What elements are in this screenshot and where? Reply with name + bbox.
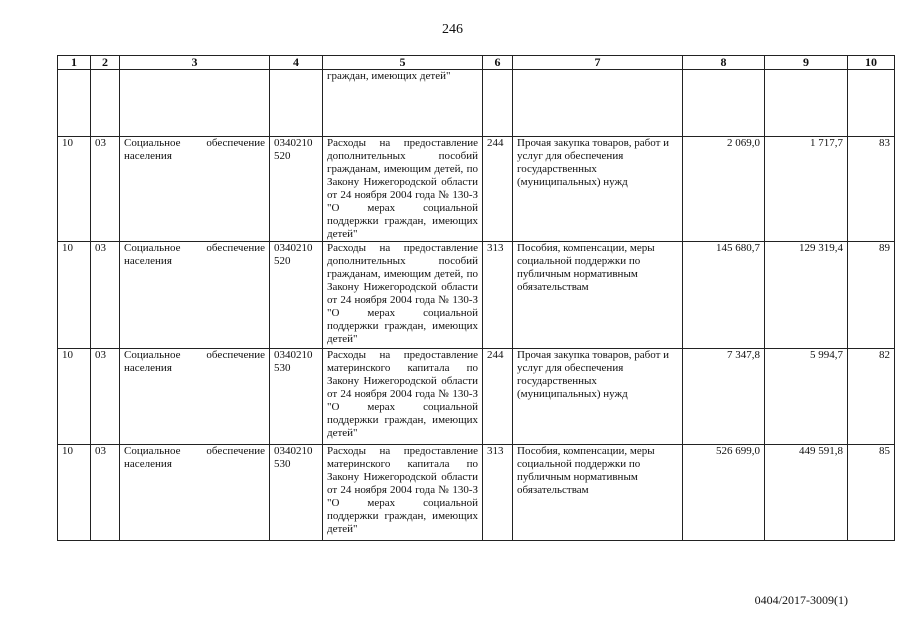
table-row [58,242,895,349]
cell-expense-type: 313 [483,445,513,541]
cell-subsection: 03 [91,242,120,349]
cell-expense-name: Прочая закупка товаров, работ и услуг для обеспечения государственных (муниципальных) нужд [513,137,683,242]
budget-table [57,55,895,541]
cell-expense-name: Пособия, компенсации, меры социальной поддержки по публичным нормативным обязательствам [513,242,683,349]
header-cell-9: 9 [765,56,848,70]
cell-section [58,70,91,137]
cell-section: 10 [58,242,91,349]
cell-expense-type: 244 [483,137,513,242]
cell-article-name: Расходы на предоставление материнского капитала по Закону Нижегородской области от 24 ноября 2004 года № 130-З "О мерах социальной поддержки граждан, имеющих детей" [323,349,483,445]
cell-section-name: Социальное обеспечение населения [120,349,270,445]
cell-subsection: 03 [91,445,120,541]
cell-percent [848,70,895,137]
cell-subsection [91,70,120,137]
document-code: 0404/2017-3009(1) [754,593,848,607]
cell-expense-type: 244 [483,349,513,445]
cell-article-name: Расходы на предоставление дополнительных пособий гражданам, имеющим детей, по Закону Нижегородской области от 24 ноября 2004 года № 130-З "О мерах социальной поддержки граждан, имеющих детей" [323,242,483,349]
continuation-row [58,70,895,137]
cell-expense-name [513,70,683,137]
cell-article-name: Расходы на предоставление дополнительных пособий гражданам, имеющим детей, по Закону Нижегородской области от 24 ноября 2004 года № 130-З "О мерах социальной поддержки граждан, имеющих детей" [323,137,483,242]
cell-section: 10 [58,349,91,445]
cell-expense-type [483,70,513,137]
header-cell-10: 10 [848,56,895,70]
cell-plan: 145 680,7 [683,242,765,349]
header-cell-8: 8 [683,56,765,70]
cell-plan: 526 699,0 [683,445,765,541]
header-cell-5: 5 [323,56,483,70]
cell-expense-name: Прочая закупка товаров, работ и услуг для обеспечения государственных (муниципальных) нужд [513,349,683,445]
cell-subsection: 03 [91,349,120,445]
cell-target-article: 0340210 520 [270,137,323,242]
cell-percent: 82 [848,349,895,445]
cell-actual [765,70,848,137]
cell-target-article: 0340210 530 [270,445,323,541]
cell-article-name: граждан, имеющих детей" [323,70,483,137]
header-cell-2: 2 [91,56,120,70]
cell-actual: 5 994,7 [765,349,848,445]
header-cell-1: 1 [58,56,91,70]
cell-actual: 129 319,4 [765,242,848,349]
cell-target-article [270,70,323,137]
cell-plan: 2 069,0 [683,137,765,242]
cell-section-name: Социальное обеспечение населения [120,242,270,349]
header-cell-4: 4 [270,56,323,70]
cell-percent: 89 [848,242,895,349]
cell-percent: 83 [848,137,895,242]
table-row [58,349,895,445]
page-number: 246 [442,22,463,37]
cell-section-name: Социальное обеспечение населения [120,445,270,541]
cell-subsection: 03 [91,137,120,242]
cell-target-article: 0340210 520 [270,242,323,349]
cell-percent: 85 [848,445,895,541]
header-cell-7: 7 [513,56,683,70]
cell-plan: 7 347,8 [683,349,765,445]
cell-expense-type: 313 [483,242,513,349]
table-row [58,445,895,541]
cell-section: 10 [58,137,91,242]
cell-section: 10 [58,445,91,541]
table-row [58,137,895,242]
cell-actual: 1 717,7 [765,137,848,242]
cell-actual: 449 591,8 [765,445,848,541]
header-row [58,56,895,70]
header-cell-6: 6 [483,56,513,70]
cell-plan [683,70,765,137]
cell-article-name: Расходы на предоставление материнского капитала по Закону Нижегородской области от 24 ноября 2004 года № 130-З "О мерах социальной поддержки граждан, имеющих детей" [323,445,483,541]
cell-expense-name: Пособия, компенсации, меры социальной поддержки по публичным нормативным обязательствам [513,445,683,541]
header-cell-3: 3 [120,56,270,70]
cell-target-article: 0340210 530 [270,349,323,445]
cell-section-name: Социальное обеспечение населения [120,137,270,242]
cell-section-name [120,70,270,137]
